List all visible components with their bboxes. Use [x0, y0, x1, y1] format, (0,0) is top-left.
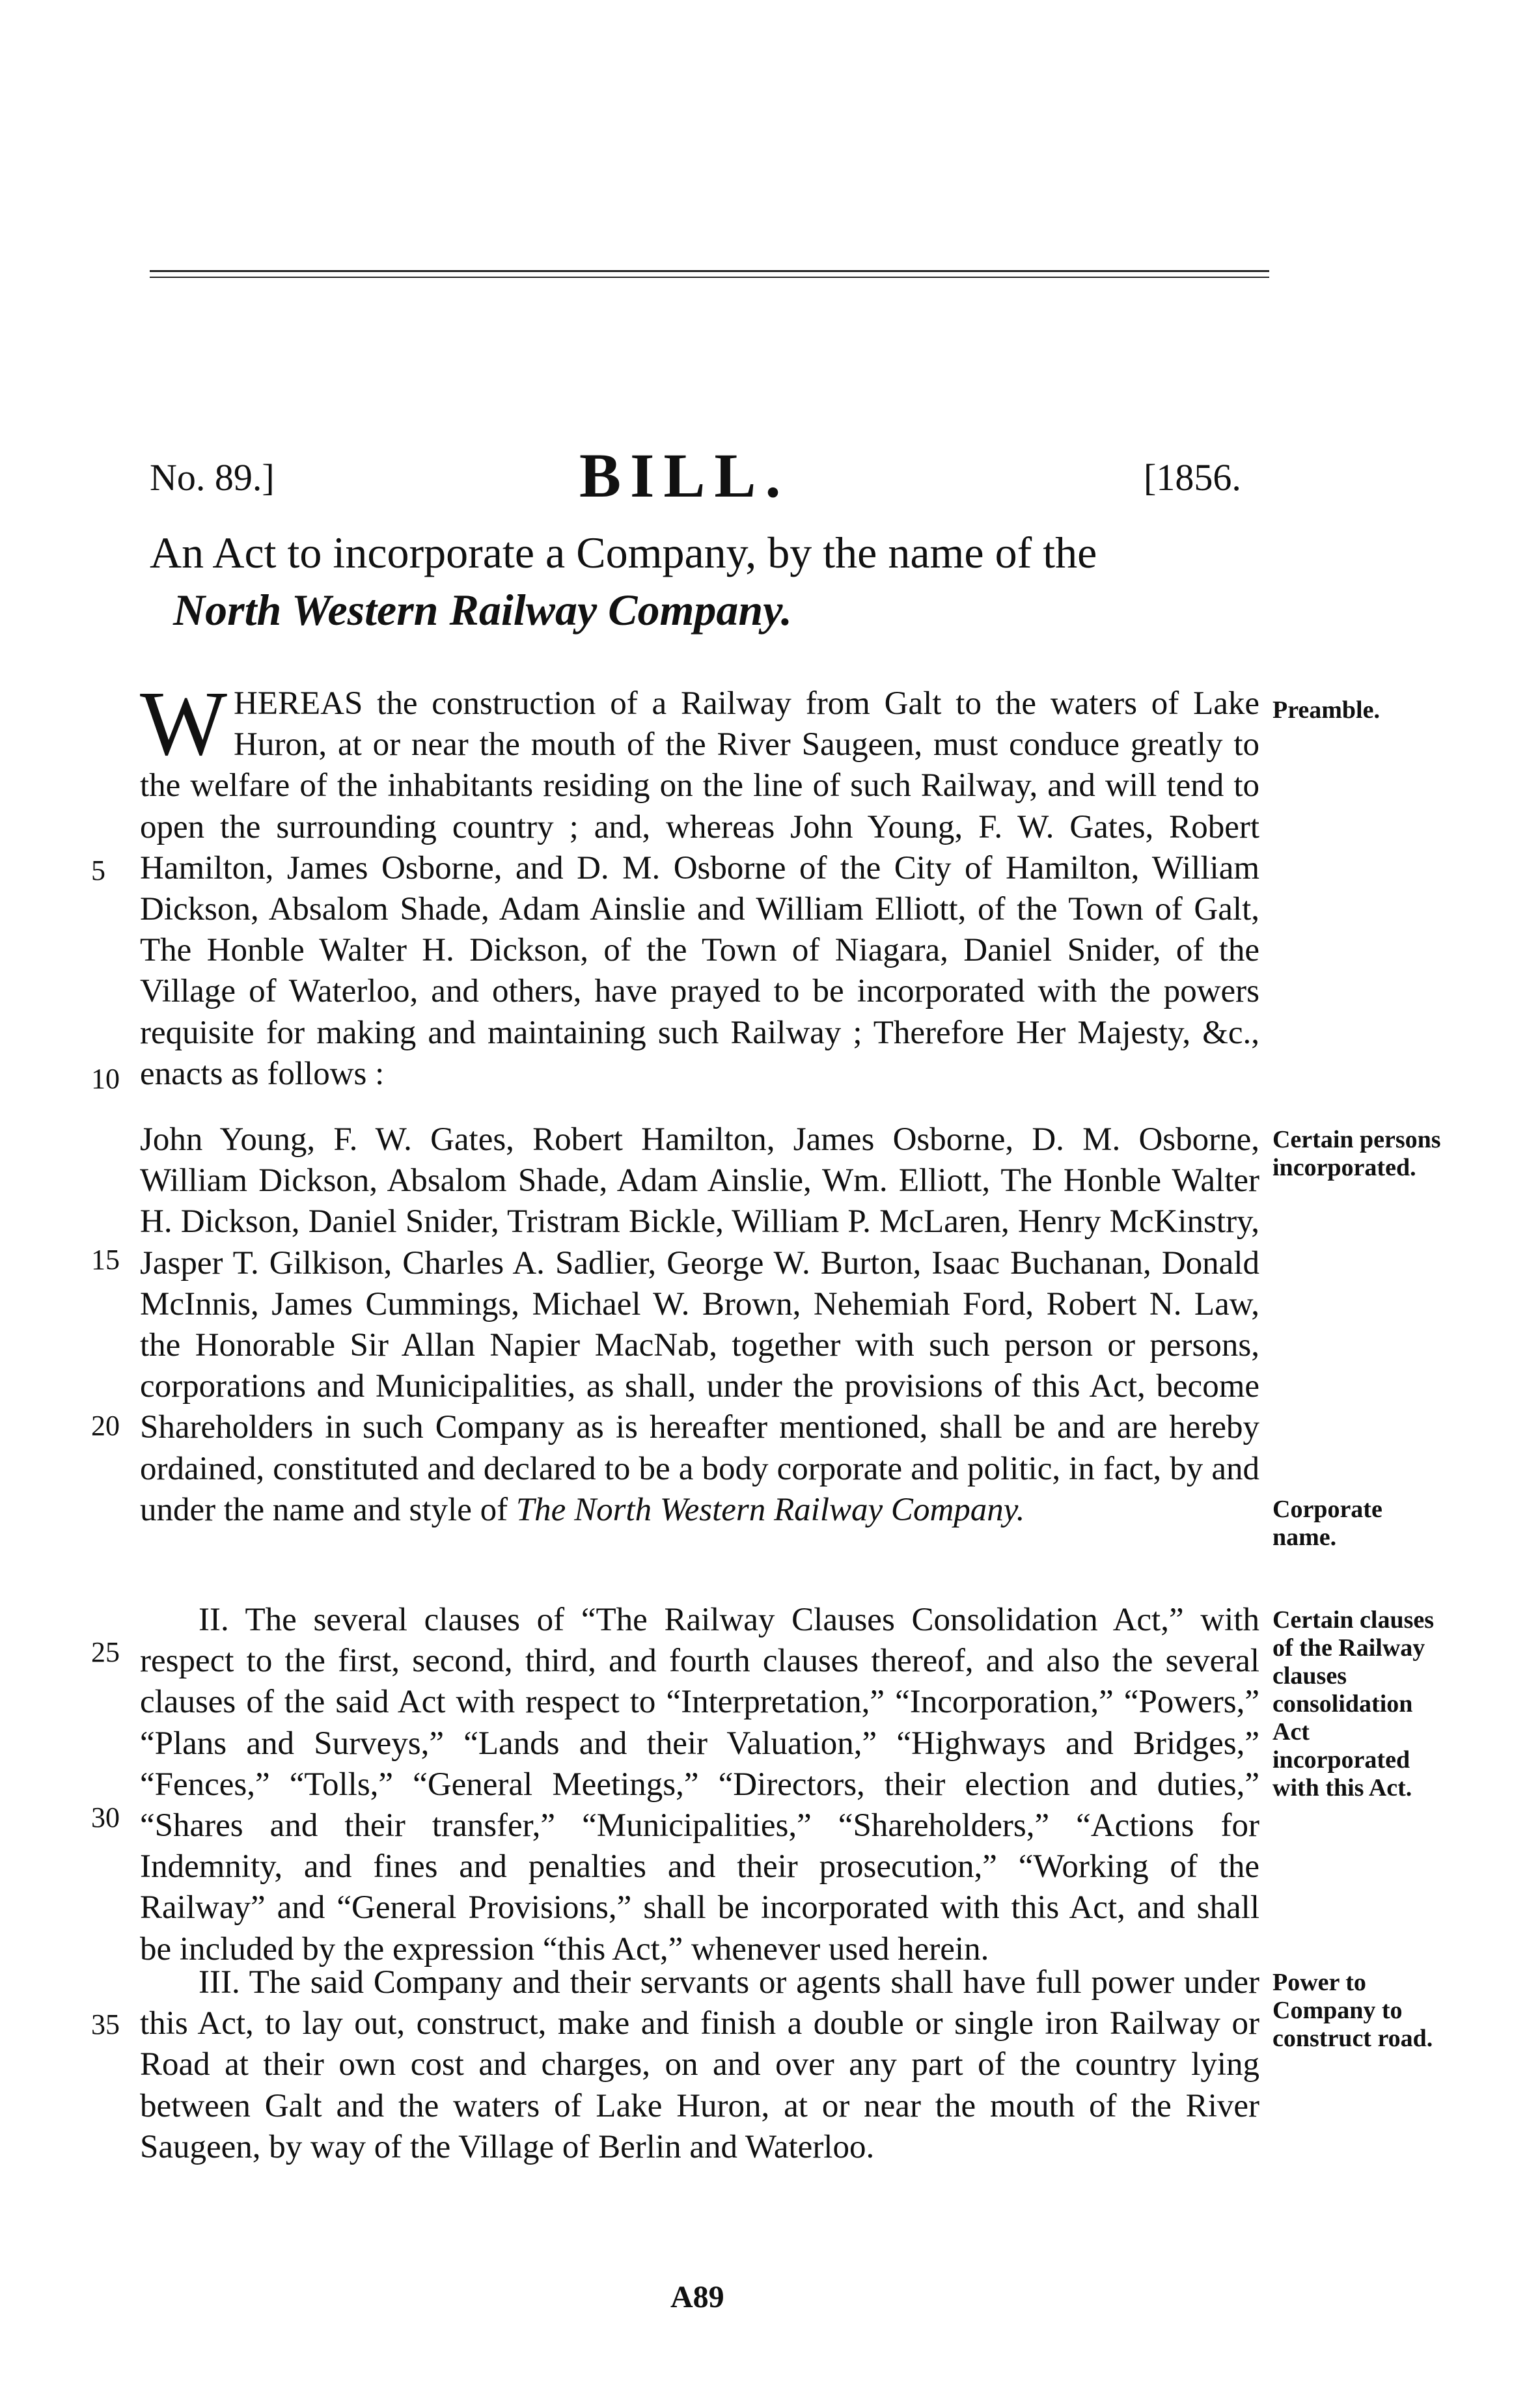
line-number: 30 — [91, 1802, 120, 1833]
line-number: 35 — [91, 2008, 120, 2040]
drop-cap: W — [140, 672, 228, 774]
act-title-line1: An Act to incorporate a Company, by the name of the — [150, 528, 1097, 577]
line-number: 5 — [91, 855, 105, 886]
bill-year: [1856. — [1144, 456, 1241, 499]
line-number: 25 — [91, 1636, 120, 1668]
section-3 — [140, 1962, 1259, 2168]
margin-note-power: Power to Company to construct road. — [1272, 1969, 1433, 2052]
section-2 — [140, 1600, 1259, 1970]
act-title-line2: North Western Railway Company. — [173, 585, 792, 635]
margin-note-preamble: Preamble. — [1272, 696, 1380, 724]
section-2-text: II. The several clauses of “The Railway Clauses Consolidation Act,” with respect to the first, second, third, and fourth clauses thereof, and also the several clauses of the said Act with respect to “Interpretation,” “Incorporation,” “Powers,” “Plans and Surveys,” “Lands and their Valuation,” “Highways and Bridges,” “Fences,” “Tolls,” “General Meetings,” “Directors, their election and duties,” “Shares and their transfer,” “Municipalities,” “Shareholders,” “Actions for Indemnity, and fines and penalties and their prosecution,” “Working of the Railway” and “General Provisions,” shall be incorporated with this Act, and shall be included by the expression “this Act,” whenever used herein. — [140, 1602, 1259, 1967]
bill-number: No. 89.] — [150, 456, 275, 499]
section-1 — [140, 1119, 1259, 1531]
line-number: 20 — [91, 1410, 120, 1442]
section-3-text: III. The said Company and their servants or agents shall have full power under this Act, to lay out, construct, make and finish a double or single iron Railway or Road at their own cost and charges, on and over any part of the country lying between Galt and the waters of Lake Huron, at or near the mouth of the River Saugeen, by way of the Village of Berlin and Waterloo. — [140, 1964, 1259, 2165]
line-number: 15 — [91, 1244, 120, 1276]
bill-title: BILL. — [579, 441, 790, 510]
act-title — [150, 524, 1269, 638]
signature-mark: A89 — [670, 2280, 724, 2314]
section-1-text: John Young, F. W. Gates, Robert Hamilton, James Osborne, D. M. Osborne, William Dickson, Absalom Shade, Adam Ainslie, Wm. Elliott, The Honble Walter H. Dickson, Daniel Snider, Tristram Bickle, William P. McLaren, Henry McKinstry, Jasper T. Gilkison, Charles A. Sadlier, George W. Burton, Isaac Buchanan, Donald McInnis, James Cummings, Michael W. Brown, Nehemiah Ford, Robert N. Law, the Honorable Sir Allan Napier MacNab, together with such person or persons, corporations and Municipalities, as shall, under the provisions of this Act, become Shareholders in such Company as is hereafter mentioned, shall be and are hereby ordained, constituted and declared to be a body corporate and politic, in fact, by and under the name and style of — [140, 1121, 1259, 1528]
preamble-text: HEREAS the construction of a Railway from Galt to the waters of Lake Huron, at or near the mouth of the River Saugeen, must conduce greatly to the welfare of the inhabitants residing on the line of such Railway, and will tend to open the surrounding country ; and, whereas John Young, F. W. Gates, Robert Hamilton, James Osborne, and D. M. Osborne of the City of Hamilton, William Dickson, Absalom Shade, Adam Ainslie and William Elliott, of the Town of Galt, The Honble Walter H. Dickson, of the Town of Niagara, Daniel Snider, of the Village of Waterloo, and others, have prayed to be incorporated with the powers requisite for making and maintaining such Railway ; Therefore Her Majesty, &c., enacts as follows : — [140, 685, 1259, 1092]
margin-note-incorporated: Certain persons incorporated. — [1272, 1126, 1441, 1181]
company-name: The North Western Railway Company. — [516, 1491, 1025, 1528]
margin-note-clauses: Certain clauses of the Railway clauses consolidation Act incorporated with this Act. — [1272, 1606, 1435, 1802]
preamble-paragraph — [140, 672, 1259, 1095]
top-rule — [150, 270, 1269, 278]
line-number: 10 — [91, 1063, 120, 1095]
margin-note-corporate-name: Corporate name. — [1272, 1496, 1382, 1551]
